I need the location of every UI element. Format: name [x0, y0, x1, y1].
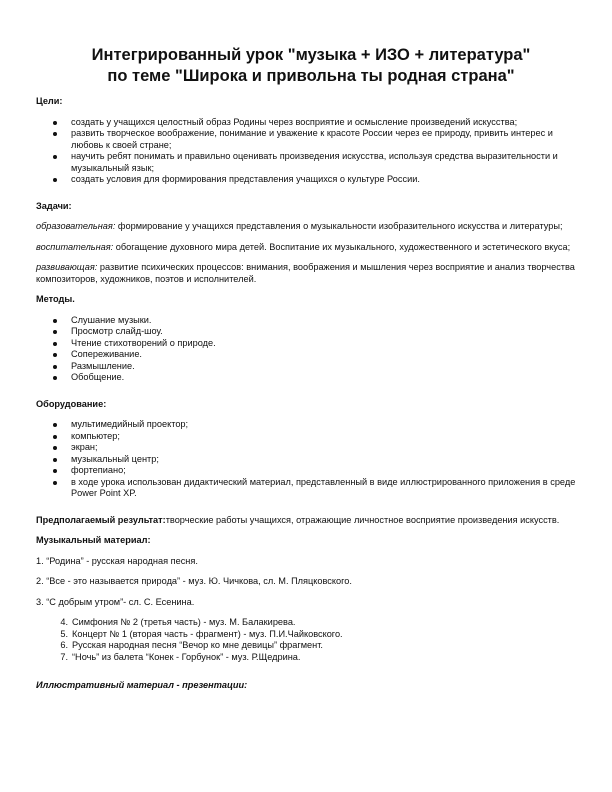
- equipment-list: [36, 419, 584, 500]
- list-item: [36, 652, 584, 664]
- list-item: компьютер;: [36, 431, 584, 443]
- list-item: Слушание музыки.: [36, 315, 584, 327]
- equipment-heading: Оборудование:: [36, 398, 107, 409]
- methods-list: [36, 315, 584, 384]
- music-line: 1. “Родина” - русская народная песня.: [36, 555, 198, 566]
- list-item: [36, 640, 584, 652]
- list-item: музыкальный центр;: [36, 454, 584, 466]
- music-heading: Музыкальный материал:: [36, 535, 151, 545]
- music-line: 3. “С добрым утром”- сл. С. Есенина.: [36, 596, 195, 607]
- illustrative-heading: Иллюстративный материал - презентации:: [36, 680, 248, 690]
- tasks-heading: Задачи:: [36, 200, 72, 211]
- music-section: [36, 535, 584, 663]
- goals-section: [36, 96, 584, 186]
- task-label: воспитательная:: [36, 241, 114, 252]
- list-item: фортепиано;: [36, 465, 584, 477]
- item-text: Симфония № 2 (третья часть) - муз. М. Балакирева.: [72, 617, 296, 627]
- result-label: Предполагаемый результат:: [36, 514, 166, 525]
- list-item: создать условия для формирования представления учащихся о культуре России.: [36, 174, 584, 186]
- list-item: развить творческое воображение, понимание и уважение к красоте России через ее природу, привить интерес и любовь к своей стране;: [36, 128, 584, 151]
- item-text: “Ночь” из балета “Конек - Горбунок” - муз. Р.Щедрина.: [72, 651, 301, 662]
- task-text: формирование у учащихся представления о музыкальности изобразительного искусства и литературы;: [115, 221, 563, 231]
- music-line: 2. “Все - это называется природа” - муз. Ю. Чичкова, сл. М. Пляцковского.: [36, 576, 352, 586]
- list-item: мультимедийный проектор;: [36, 419, 584, 431]
- list-item: Чтение стихотворений о природе.: [36, 338, 584, 350]
- methods-section: [36, 294, 584, 384]
- title-line-1: Интегрированный урок "музыка + ИЗО + литература": [91, 46, 531, 64]
- task-upbringing: [36, 242, 584, 254]
- goals-list: [36, 117, 584, 186]
- item-number: 5.: [60, 628, 68, 639]
- task-text: развитие психических процессов: внимания, воображения и мышления через восприятие и анализ творчества композиторов, художников, поэтов и исполнителей.: [36, 262, 575, 284]
- list-item: Обобщение.: [36, 372, 584, 384]
- result-text: творческие работы учащихся, отражающие личностное восприятие произведения искусств.: [165, 514, 560, 525]
- item-number: 6.: [60, 640, 68, 650]
- list-item: Размышление.: [36, 361, 584, 373]
- list-item: научить ребят понимать и правильно оценивать произведения искусства, используя средства выразительности и музыкальный язык;: [36, 151, 584, 174]
- task-educational: [36, 221, 584, 233]
- list-item: создать у учащихся целостный образ Родины через восприятие и осмысление произведений искусства;: [36, 117, 584, 129]
- list-item: Сопереживание.: [36, 349, 584, 361]
- list-item: экран;: [36, 442, 584, 454]
- list-item: в ходе урока использован дидактический материал, представленный в виде иллюстрированного приложения в среде Power Point XP.: [36, 477, 584, 500]
- title-line-2: по теме "Широка и привольна ты родная страна": [107, 67, 515, 85]
- list-item: [36, 629, 584, 641]
- equipment-section: [36, 399, 584, 500]
- task-developing: [36, 262, 584, 285]
- task-label: образовательная:: [36, 221, 116, 231]
- expected-result: [36, 515, 584, 527]
- item-number: 7.: [60, 651, 68, 662]
- document-body: [36, 96, 584, 692]
- tasks-section: [36, 201, 584, 286]
- item-text: Русская народная песня “Вечор ко мне девицы” фрагмент.: [72, 640, 323, 650]
- item-number: 4.: [60, 617, 68, 627]
- document-title: [28, 45, 594, 87]
- music-numbered-list: [36, 617, 584, 663]
- task-text: обогащение духовного мира детей. Воспитание их музыкального, художественного и эстетического вкуса;: [113, 241, 571, 252]
- goals-heading: Цели:: [36, 96, 63, 106]
- list-item: [36, 617, 584, 629]
- task-label: развивающая:: [36, 262, 98, 272]
- methods-heading: Методы.: [36, 294, 75, 304]
- list-item: Просмотр слайд-шоу.: [36, 326, 584, 338]
- item-text: Концерт № 1 (вторая часть - фрагмент) - муз. П.И.Чайковского.: [72, 628, 343, 639]
